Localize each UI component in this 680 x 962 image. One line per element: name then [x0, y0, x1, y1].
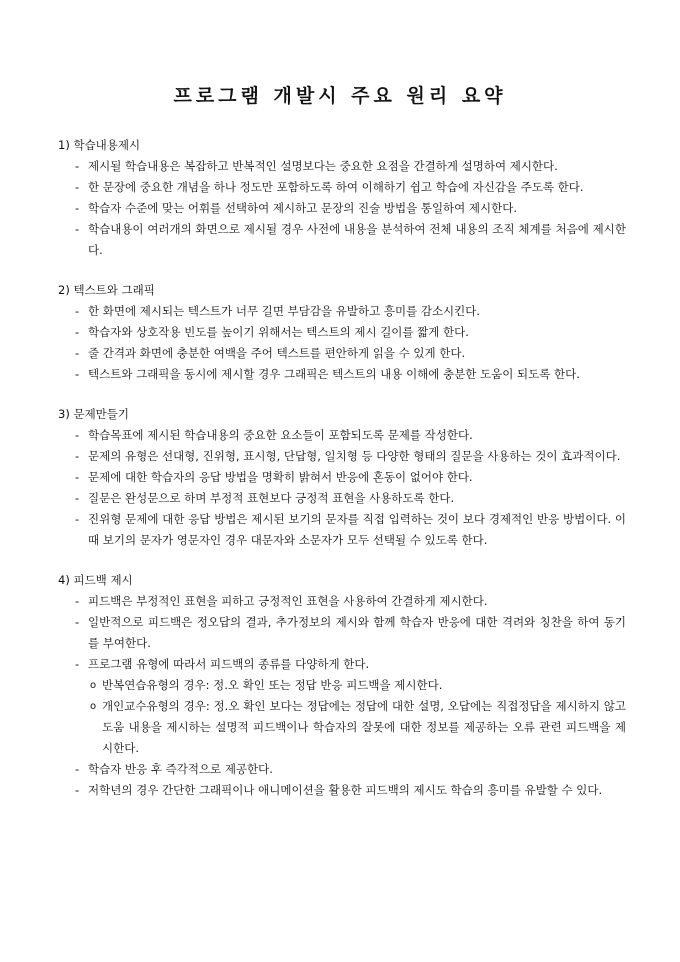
section-feedback — [58, 569, 626, 801]
bullet-list — [58, 156, 626, 261]
list-item: - 학습목표에 제시된 학습내용의 중요한 요소들이 포함되도록 문제를 작성한다. — [58, 425, 626, 446]
list-item: - 피드백은 부정적인 표현을 피하고 긍정적인 표현을 사용하여 간결하게 제시한다. — [58, 591, 626, 612]
list-item: - 일반적으로 피드백은 정오답의 결과, 추가정보의 제시와 함께 학습자 반응에 대한 격려와 칭찬을 하여 동기를 부여한다. — [58, 612, 626, 654]
bullet-list — [58, 591, 626, 675]
sub-bullet-list — [58, 675, 626, 759]
bullet-list — [58, 759, 626, 801]
list-item: - 한 문장에 중요한 개념을 하나 정도만 포함하도록 하여 이해하기 쉽고 학습에 자신감을 주도록 한다. — [58, 177, 626, 198]
list-item: - 문제의 유형은 선대형, 진위형, 표시형, 단답형, 일치형 등 다양한 형태의 질문을 사용하는 것이 효과적이다. — [58, 446, 626, 467]
list-item: - 한 화면에 제시되는 텍스트가 너무 길면 부담감을 유발하고 흥미를 감소시킨다. — [58, 301, 626, 322]
sub-list-item: o 반복연습유형의 경우: 정.오 확인 또는 정답 반응 피드백을 제시한다. — [58, 675, 626, 696]
list-item: - 학습자 수준에 맞는 어휘를 선택하여 제시하고 문장의 진술 방법을 통일하여 제시한다. — [58, 198, 626, 219]
section-making-questions — [58, 403, 626, 551]
list-item: - 질문은 완성문으로 하며 부정적 표현보다 긍정적 표현을 사용하도록 한다. — [58, 488, 626, 509]
list-item: - 줄 간격과 화면에 충분한 여백을 주어 텍스트를 편안하게 읽을 수 있게 한다. — [58, 343, 626, 364]
list-item: - 학습자와 상호작용 빈도를 높이기 위해서는 텍스트의 제시 길이를 짧게 한다. — [58, 322, 626, 343]
sub-list-item: o 개인교수유형의 경우: 정.오 확인 보다는 정답에는 정답에 대한 설명, 오답에는 직접정답을 제시하지 않고 도움 내용을 제시하는 설명적 피드백이나 학습자의 잘못에 대한 정보를 제공하는 오류 관련 피드백을 제시한다. — [58, 696, 626, 759]
list-item: - 진위형 문제에 대한 응답 방법은 제시된 보기의 문자를 직접 입력하는 것이 보다 경제적인 반응 방법이다. 이때 보기의 문자가 영문자인 경우 대문자와 소문자가 모두 선택될 수 있도록 한다. — [58, 509, 626, 551]
list-item: - 학습자 반응 후 즉각적으로 제공한다. — [58, 759, 626, 780]
list-item: - 프로그램 유형에 따라서 피드백의 종류를 다양하게 한다. — [58, 654, 626, 675]
list-item: - 저학년의 경우 간단한 그래픽이나 애니메이션을 활용한 피드백의 제시도 학습의 흥미를 유발할 수 있다. — [58, 780, 626, 801]
bullet-list — [58, 425, 626, 551]
bullet-list — [58, 301, 626, 385]
section-heading: 4) 피드백 제시 — [58, 573, 133, 587]
section-heading: 1) 학습내용제시 — [58, 138, 141, 152]
document-title: 프로그램 개발시 주요 원리 요약 — [173, 85, 507, 107]
list-item: - 제시될 학습내용은 복잡하고 반복적인 설명보다는 중요한 요점을 간결하게 설명하여 제시한다. — [58, 156, 626, 177]
list-item: - 텍스트와 그래픽을 동시에 제시할 경우 그래픽은 텍스트의 내용 이해에 충분한 도움이 되도록 한다. — [58, 364, 626, 385]
section-heading: 3) 문제만들기 — [58, 407, 130, 421]
section-text-and-graphics — [58, 279, 626, 385]
section-heading: 2) 텍스트와 그래픽 — [58, 283, 155, 297]
document-body — [58, 134, 626, 819]
section-learning-content — [58, 134, 626, 261]
list-item: - 문제에 대한 학습자의 응답 방법을 명확히 밝혀서 반응에 혼동이 없어야 한다. — [58, 467, 626, 488]
list-item: - 학습내용이 여러개의 화면으로 제시될 경우 사전에 내용을 분석하여 전체 내용의 조직 체계를 처음에 제시한다. — [58, 219, 626, 261]
